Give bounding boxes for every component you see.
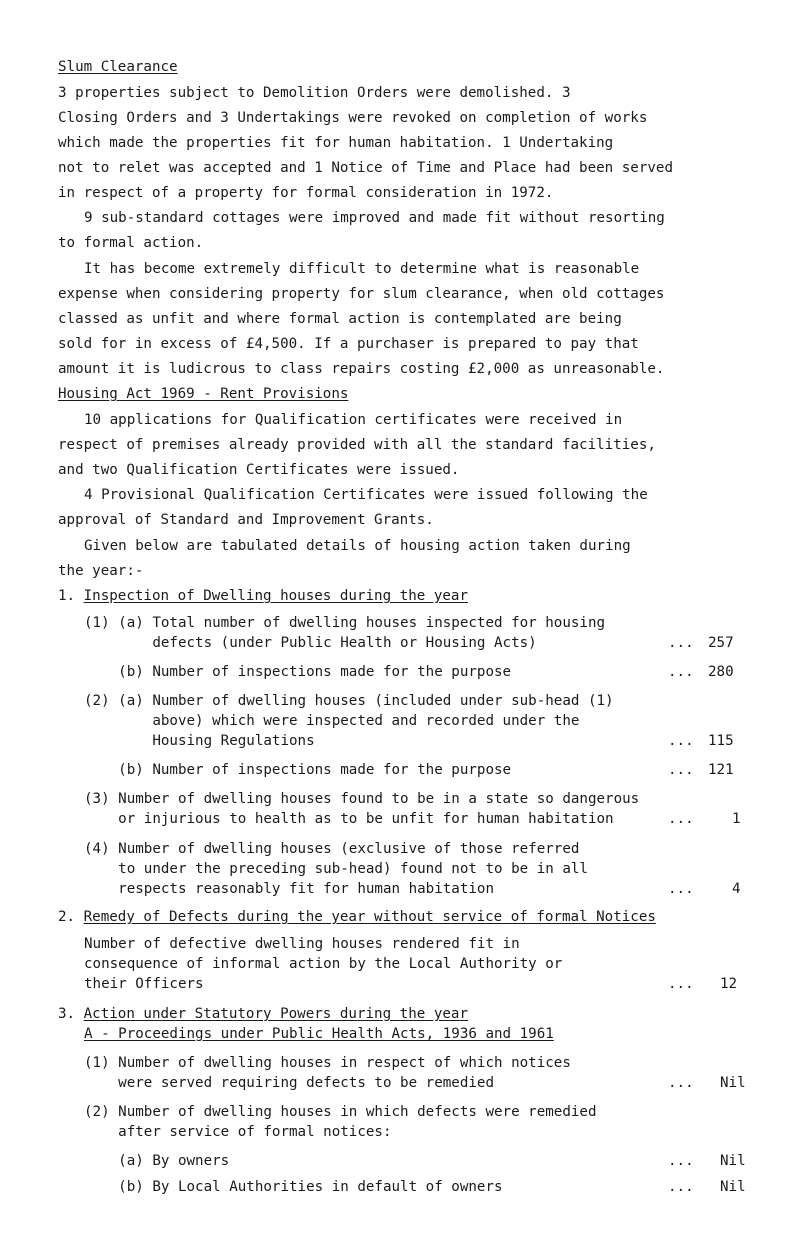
slum-p1-line: in respect of a property for formal consideration in 1972. [58,185,554,201]
value-cell: 1 [732,811,741,827]
item-line: above) which were inspected and recorded under the [84,713,580,729]
slum-p2-line: 9 sub-standard cottages were improved and made fit without resorting [84,210,665,226]
item-line: after service of formal notices: [84,1124,392,1140]
item-line: (4) Number of dwelling houses (exclusive of those referred [84,841,580,857]
item-line: to under the preceding sub-head) found not to be in all [84,861,588,877]
section-1-title: 1. Inspection of Dwelling houses during the year [58,588,468,604]
value-cell: Nil [720,1075,746,1091]
item-line: respects reasonably fit for human habitation [84,881,494,897]
section-2-title-text: Remedy of Defects during the year without service of formal Notices [83,909,656,925]
slum-p2-line: to formal action. [58,235,204,251]
item-line: (2) (a) Number of dwelling houses (included under sub-head (1) [84,693,614,709]
value-cell: 4 [732,881,741,897]
item-line: (b) Number of inspections made for the purpose [84,664,512,680]
item-line: Number of defective dwelling houses rendered fit in [84,936,520,952]
item-line: (b) By Local Authorities in default of owners [84,1179,503,1195]
item-line: defects (under Public Health or Housing Acts) [84,635,537,651]
housing-p3-line: the year:- [58,563,144,579]
section-3-title-text: Action under Statutory Powers during the year [83,1006,468,1022]
section-2-title: 2. Remedy of Defects during the year without service of formal Notices [58,909,656,925]
item-line: Housing Regulations [84,733,315,749]
slum-p1-line: 3 properties subject to Demolition Orders were demolished. 3 [58,85,571,101]
leader-dots: ... [668,881,694,897]
value-cell: Nil [720,1153,746,1169]
leader-dots: ... [668,811,694,827]
item-line: (b) Number of inspections made for the purpose [84,762,512,778]
slum-p1-line: which made the properties fit for human habitation. 1 Undertaking [58,135,614,151]
item-line: were served requiring defects to be remedied [84,1075,494,1091]
item-line: their Officers [84,976,204,992]
item-line: consequence of informal action by the Local Authority or [84,956,563,972]
heading-housing-act: Housing Act 1969 - Rent Provisions [58,386,349,402]
item-line: (a) By owners [84,1153,230,1169]
value-cell: 115 [708,733,734,749]
slum-p1-line: Closing Orders and 3 Undertakings were revoked on completion of works [58,110,648,126]
housing-p2-line: approval of Standard and Improvement Grants. [58,512,434,528]
slum-p3-line: classed as unfit and where formal action is contemplated are being [58,311,622,327]
value-cell: 12 [720,976,738,992]
housing-p3-line: Given below are tabulated details of housing action taken during [84,538,631,554]
leader-dots: ... [668,1153,694,1169]
section-3-title: 3. Action under Statutory Powers during the year [58,1006,468,1022]
leader-dots: ... [668,635,694,651]
housing-p1-line: respect of premises already provided with all the standard facilities, [58,437,656,453]
leader-dots: ... [668,1075,694,1091]
slum-p3-line: sold for in excess of £4,500. If a purchaser is prepared to pay that [58,336,639,352]
leader-dots: ... [668,976,694,992]
slum-p3-line: It has become extremely difficult to determine what is reasonable [84,261,640,277]
leader-dots: ... [668,733,694,749]
slum-p3-line: expense when considering property for slum clearance, when old cottages [58,286,665,302]
item-line: (1) (a) Total number of dwelling houses inspected for housing [84,615,606,631]
section-3-subtitle: A - Proceedings under Public Health Acts, 1936 and 1961 [84,1026,554,1042]
value-cell: 280 [708,664,734,680]
heading-slum-clearance: Slum Clearance [58,59,178,75]
item-line: or injurious to health as to be unfit for human habitation [84,811,614,827]
value-cell: 257 [708,635,734,651]
section-1-title-text: Inspection of Dwelling houses during the year [83,588,468,604]
value-cell: 121 [708,762,734,778]
slum-p3-line: amount it is ludicrous to class repairs costing £2,000 as unreasonable. [58,361,665,377]
value-cell: Nil [720,1179,746,1195]
leader-dots: ... [668,664,694,680]
slum-p1-line: not to relet was accepted and 1 Notice of Time and Place had been served [58,160,673,176]
leader-dots: ... [668,762,694,778]
housing-p1-line: and two Qualification Certificates were issued. [58,462,460,478]
leader-dots: ... [668,1179,694,1195]
item-line: (2) Number of dwelling houses in which defects were remedied [84,1104,597,1120]
housing-p1-line: 10 applications for Qualification certificates were received in [84,412,623,428]
housing-p2-line: 4 Provisional Qualification Certificates were issued following the [84,487,648,503]
item-line: (3) Number of dwelling houses found to be in a state so dangerous [84,791,640,807]
item-line: (1) Number of dwelling houses in respect of which notices [84,1055,571,1071]
